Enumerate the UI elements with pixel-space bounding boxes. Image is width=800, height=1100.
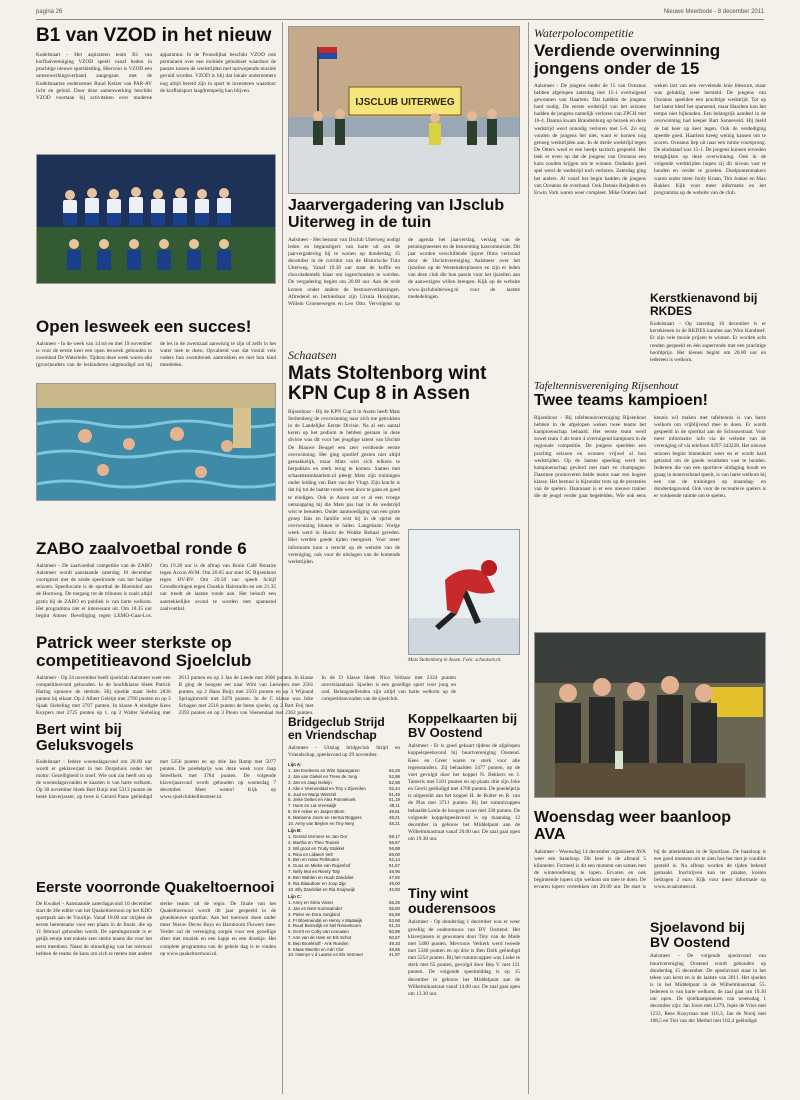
column-divider (282, 22, 283, 1094)
article-title: Eerste voorronde Quakeltoernooi (36, 879, 275, 896)
article-tafeltennis (534, 380, 766, 631)
article-title: Tiny wint ouderensoos (408, 885, 496, 916)
result-pair: 6. Jeike Deltes en Alex Ponnekoek (288, 797, 356, 803)
result-score: 55,58 (389, 911, 400, 917)
ijsclub-banner: IJSCLUB UITERWEG (355, 97, 455, 108)
result-pair: 7. Hans en Lia Vreeswijk (288, 803, 337, 809)
article-schaatsen (288, 348, 520, 709)
article-body: Kudelstaart - Op zaterdag 10 december is er kerstkienen in de RKDES kantine aan Wim Kandreef. Er zijn vele mooie prijzen te winnen. Er worden acht ronden gespeeld en één superronde met een prachtige hoofdprijs. Het kienen begint om 20.00 uur en iedereen is welkom. (650, 321, 766, 363)
vzod-team-photo (36, 154, 276, 284)
results-group-heading: Lijn B: (288, 828, 302, 834)
result-score: 48,81 (389, 808, 400, 814)
result-pair: 3. Jan en Jaap Geleijn (288, 779, 332, 785)
article-body: Rijsenhout - Bij tafeltennisvereniging Rijsenhout hebben in de afgelopen weken twee teams het kampioenschap behaald. Het eerste team werd zowel team 1 als team 4 overtuigend kampioen in de regionale competitie. De jongens speelden een prachtig seizoen en wonnen vrijwel al hun wedstrijden. Op de laatste speeldag werd het kampioenschap gevierd met taart en champagne. Daarmee promoveren beide teams naar een hogere klasse. Het bestuur is bijzonder trots op de prestaties van de spelers. Daarnaast is er een nieuwe trainer die de jeugd verder gaat begeleiden. Wie ook eens kennis wil maken met tafeltennis is van harte welkom om vrijblijvend mee te doen. Er wordt gespeeld in de sporthal aan de Schouwstraat. Voor meer informatie: info via de website van de vereniging of via telefoon 0297-343228. Het nieuwe seizoen begint binnenkort weer en er wordt hard getraind om de goede resultaten vast te houden. Iedereen die van een sportieve uitdaging houdt en graag in teamverband speelt, is van harte welkom bij een van de trainingen op maandag- en donderdagavond. Ook voor de recreatieve spelers is er voldoende ruimte om te spelen. (534, 414, 766, 500)
result-pair: 3. Pieter en Dora Jongkind (288, 911, 340, 917)
skater-photo (408, 529, 520, 655)
article-body: Aalsmeer - De zaalvoetbal competitie van de ZABO Aalsmeer wordt aanstaande zaterdag 10 december voortgezet met de zesde speelronde van het huidige seizoen. Speellocatie is de sporthal de Bloemhof aan de Hornweg. De toegang tot de tribunes is zoals altijd gratis bij de ZABO en publiek is van harte welkom. Het programma ziet er interessant uit. Om 18.35 uur begint Amsec Beveiliging tegen LEMO-Gaat-Los. Om 19.20 uur is de aftrap van Bruin Café Bonaire tegen Accon AVM. Om 20.05 uur start SC Rijsenhout tegen HV-BV. Om 20.50 uur speelt Schijf Grondboringen tegen Choekis Hairstudio en om 21.35 uur treedt de laatste ronde aan. Het belooft een aantrekkelijke avond te worden met spannend zaalvoetbal. (36, 562, 276, 619)
article-body: Aalsmeer - Op 24 november heeft sjoelclub Aalsmeer weer een competitieavond gehouden. In de hoofdklasse bleek Patrick Haring opnieuw de sterkste. Hij sjoelde maar liefst 2836 punten bij elkaar. Op 2 Albert Geleijn met 2760 punten en op 3 Sjaak Siebeling met 2707 punten. In klasse A eindigde Kees Kuypers met 2725 punten op 1, op 2 Walter Siebeling met 2613 punten en op 3 Jan de Leede met 2606 punten. In klasse B ging de hoogste eer naar Wim van Leeuwen met 2561 punten, op 2 Hans Buijs met 2503 punten en op 3 Wijnand Springintveld met 2470 punten. In de C klasse was Joke Schagen met 2516 punten de beste sjoeler, op 2 Bart Feij met 2393 punten en op 3 Pleun van Veenendaal met 2362 punten. In de D klasse bleek Nico Verbaar met 2324 punten onverslaanbaar. Sjoelen is een gezellige sport voor jong en oud. Belangstellenden zijn altijd van harte welkom op de competitieavonden van de sjoelclub. (36, 674, 456, 717)
article-title: Verdiende overwinning jongens onder de 15 (534, 41, 721, 78)
result-pair: 5. Ben en Hans Pellmuten (288, 857, 340, 863)
result-score: 56,67 (389, 840, 400, 846)
article-title: Woensdag weer baanloop AVA (534, 809, 732, 843)
result-score: 49,33 (389, 940, 400, 946)
swimming-pool-photo (36, 383, 276, 501)
result-score: 55,80 (389, 905, 400, 911)
result-pair: 8. Ben Wahlen en Huub Zandvliet (288, 874, 354, 880)
result-score: 41,97 (389, 952, 400, 958)
article-bert (36, 722, 276, 855)
article-title: Kerstkienavond bij RKDES (650, 291, 758, 318)
result-pair: 10. Anny van Beyten en Tiny Nenj (288, 820, 354, 826)
results-list-c (288, 900, 400, 958)
results-list-a (288, 768, 400, 826)
result-score: 52,98 (389, 774, 400, 780)
tafeltennis-photo (534, 632, 766, 798)
result-score: 52,44 (389, 785, 400, 791)
article-title: Bert wint bij Geluksvogels (36, 721, 134, 754)
result-score: 56,25 (389, 900, 400, 906)
result-score: 49,11 (389, 803, 400, 809)
bridge-results (288, 762, 400, 958)
result-score: 51,19 (389, 797, 400, 803)
result-pair: 9. Marianne Joore en Herma Reggers (288, 814, 362, 820)
result-score: 45,00 (389, 880, 400, 886)
article-body: Aalsmeer - De volgende sjoelavond van buurtvereniging Oostend wordt gehouden op donderdag 15 december. De speelavond staat in het teken van kerst en is de laatste van 2011. Het sjoelen is in het Middelpunt in de Wilhelminastraat 55. Iedereen is van harte welkom, de zaal gaat om 19.30 uur open. De sjoelkampioenen van woensdag 1 december zijn: Jan Joore met 1279, Jopie de Vries met 1233, Rees Kooyman met 116,3, Jan de Nooij met 108,5 en Tini van der Merbel met 102,4 geëindigd. (650, 953, 766, 1024)
result-score: 47,92 (389, 874, 400, 880)
article-title: Koppelkaarten bij BV Oostend (408, 711, 518, 740)
result-pair: 10. Elly Zandvliet en Ria Kruijswijk (288, 886, 355, 892)
page-number: pagina 26 (36, 9, 63, 15)
result-score: 62,26 (389, 768, 400, 774)
result-row (288, 821, 400, 827)
column-divider (528, 22, 529, 1094)
result-score: 52,98 (389, 779, 400, 785)
result-score: 50,89 (389, 929, 400, 935)
result-score: 55,00 (389, 851, 400, 857)
article-quakel (36, 880, 276, 1087)
result-pair: 4. Alie v Veenendaal en Tiny v Zijverden (288, 785, 366, 791)
photo-caption: Mats Stoltenborg in Assen. Foto: schaatsen.nl. (408, 657, 502, 663)
result-pair: 6. Guus en Mieke van Ruijenhof (288, 863, 351, 869)
result-pair: 9. Ria Blaauboer en Joop Zijp (288, 880, 346, 886)
article-ijsclub (288, 198, 520, 347)
article-kicker: Waterpolocompetitie (534, 26, 634, 40)
article-kicker: Tafeltennisvereniging Rijsenhout (534, 380, 679, 392)
result-pair: 5. Juul en Marja Wentzel (288, 791, 337, 797)
team-photo-graphic (37, 155, 276, 284)
tafeltennis-photo-graphic (535, 633, 766, 798)
article-open-lesweek (36, 318, 276, 501)
article-title: ZABO zaalvoetbal ronde 6 (36, 539, 247, 558)
result-score: 48,96 (389, 869, 400, 875)
article-body: Aalsmeer - Uitslag bridgeclub Strijd en Vriendschap, speelavond op 29 november. (288, 745, 400, 759)
article-title: Mats Stoltenborg wint KPN Cup 8 in Assen (288, 363, 487, 404)
article-zabo (36, 540, 276, 633)
results-group-heading: Lijn C: (288, 894, 302, 900)
skater-photo-graphic (409, 530, 520, 655)
result-pair: 2. Jan van Giekel en Trees de Jong (288, 774, 358, 780)
article-body: Aalsmeer - In de week van 14 tot en met 19 november is voor de eerste keer een open lesweek gehouden in zwembad De Waterlelie. Tijdens deze week waren alle (groot)ouders van de leskinderen uitgenodigd om bij de les in de zwemzaal aanwezig te zijn of zelfs in het water mee te doen. Opvallend was dat vooral vele vaders hun zwembroek aantrokken en met hun kind meededen. (36, 340, 276, 369)
article-body: Aalsmeer - Het bestuur van IJsclub Uiterweg nodigt leden en begunstigers van harte uit om de jaarvergadering bij te wonen op donderdag 15 december in de corridor van de Historische Tuin Uiterweg. Vanaf 19.30 uur staat de koffie en chocolademelk klaar om ingeschonken te worden. De vergadering begint om 20.00 uur. Aan de orde komen onder andere de bestuursverkiezingen. Aftredend en herkiesbaar zijn Ursula Hooijman, Willem Groenewegen en Leo Otto. Vervolgens op de agenda het jaarverslag, verslag van de penningmeester en de benoeming kascommissie. Dit jaar worden verschillende ijspret films vertoond door de IJsclubvereniging Aalsmeer over het ijszeilen op de Westeinderplassen en zijn er leden van deze club die hun passie voor het ijszeilen aan de aanwezigen willen brengen. Kijk op de website www.ijsclubuiterweg.nl voor de laatste mededelingen. (288, 236, 520, 307)
result-score: 59,17 (389, 834, 400, 840)
result-score: 48,66 (389, 946, 400, 952)
result-pair: 1. Anny en Sima Visser (288, 900, 334, 906)
result-pair: 3. Wil groot en Trudy Stokkel (288, 845, 345, 851)
result-score: 52,68 (389, 917, 400, 923)
result-score: 48,21 (389, 820, 400, 826)
result-score: 51,49 (389, 791, 400, 797)
article-body: Aalsmeer - Er is goed gekaart tijdens de afgelopen koppelspeelavond bij buurtvereniging Oostend. Kees en Greet waren te sterk voor alle tegenstanders. Zij behaalden 5477 punten, op de voet gevolgd door het koppel N. Bekkers en J. Tameris met 5181 punten en op plaats drie zijn Joke en Gerrit geëindigd met 4768 punten. De poedelprijs is uitgereikt aan het koppel H. de Ruiter en R. van de Plas met 3711 punten. Bij het rummicuppen behaalde Lenie de hoogste score met 330 punten. De volgende koppelspeelavond is op maandag 12 december in gebouw het Middelpunt aan de Wilhelminastraat vanaf 20.00 uur. De zaal gaat open om 19.30 uur. (408, 743, 520, 843)
result-pair: 8. Gré Anker en Jasper Blom (288, 808, 345, 814)
ijsclub-photo-graphic (289, 27, 520, 194)
page-header (36, 6, 764, 18)
result-pair: 7. Ann van de Ham en Els Schot (288, 935, 352, 941)
article-sjoelavond (650, 920, 766, 1083)
result-pair: 1. Jan Eveleens en Wim Spaargaren (288, 768, 360, 774)
header-rule (36, 19, 764, 20)
result-pair: 8. Bep Broekhoff - Ank Roeden (288, 940, 349, 946)
result-score: 42,50 (389, 886, 400, 892)
pool-photo-graphic (37, 384, 276, 501)
article-title: Jaarvergadering van IJsclub Uiterweg in de tuin (288, 197, 505, 231)
article-title: Sjoelavond bij BV Oostend (650, 919, 745, 950)
result-pair: 6. Gerrit en Coby van Leeuwen (288, 929, 349, 935)
result-pair: 5. Ruud Beinsdijk en Nel Reseekoorn (288, 923, 361, 929)
results-group-heading: Lijn A: (288, 762, 302, 768)
article-title: Bridgeclub Strijd en Vriendschap (288, 715, 385, 742)
article-title: Open lesweek een succes! (36, 317, 252, 336)
article-body: Aalsmeer - Woensdag 14 december organiseert AVA weer een baanloop. Dit keer is de afstand 5 kilometer. Formeel is dit een moment om samen met de winteroefening te lopen. Ervaren en ook beginnende lopers zijn welkom om mee te doen. De ervaren lopers vertrekken om 20.00 uur. De start is bij de atletiekbaan in de Sportlaan. De baanloop is een goed moment om te zien hoe het met je conditie gesteld is. Na afloop worden de tijden bekend gemaakt. Inschrijven kan ter plaatse, kosten bedragen 2 euro. Kijk voor meer informatie op www.avaalsmeer.nl. (534, 848, 766, 891)
result-pair: 2. Martha en Theo Teunen (288, 840, 340, 846)
results-list-b (288, 834, 400, 892)
result-pair: 4. Fr Bloemendal en Henry v Maatwijk (288, 917, 363, 923)
article-tiny (408, 886, 520, 1069)
result-score: 51,34 (389, 923, 400, 929)
article-body: Kudelstaart - Het aspiranten team B1 van korfbalvereniging VZOD speelt vanaf heden in prachtige nieuwe sportkleding. Hiervoor is VZOD een samenwerkingsverband aangegaan met de Kudelstaartse ondernemer Ruud Keizer van PAR-AV licht en geluid. Door deze samenwerking beschikt VZOD voortaan bij activiteiten over moderne apparatuur. In de Proosdijhal beschikt VZOD ook permanent over een mobiele geluidsset waardoor de pauzes tussen de wedstrijden met opzwepende muziek gevuld worden. VZOD is blij dat lokale ondernemers nog altijd bereid zijn in sport te investeren waardoor de korfbalsport laagdrempelig kan blijven. (36, 51, 276, 101)
result-pair: 10. Hannyv v d Laarse en Els Vermeer (288, 952, 364, 958)
result-pair: 1. Gerard Vermeer en Jan Oor (288, 834, 348, 840)
result-score: 48,21 (389, 814, 400, 820)
article-waterpolo (534, 26, 766, 309)
result-pair: 7. Nelly Mol en Rienty Tolp (288, 869, 340, 875)
article-body: Aalsmeer - Op donderdag 1 december was er weer gezellig de ouderensoos van BV Oostend. Het klaverjassen is gewonnen door Tiny van de Made met 5460 punten. Mevrouw Verkerk werd tweede met 5340 punten en op drie is Ben Dolk geëindigd met 5254 punten. Bij het rummicuppen was Lieke te sterk met 65 punten, gevolgd door Bep V. met 121 punten. De volgende speelmiddag is op 15 december in gebouw het Middelpunt aan de Wilhelminastraat vanaf 14.00 uur. De zaal gaat open om 13.30 uur. (408, 919, 520, 997)
result-score: 50,67 (389, 935, 400, 941)
article-bridge (288, 716, 400, 958)
result-pair: 9. Klaas Meertin en Adri Clor (288, 946, 344, 952)
article-rkdes (650, 292, 766, 383)
article-vzod (36, 26, 276, 284)
publication-date: Nieuwe Meerbode - 8 december 2011 (663, 9, 764, 15)
result-pair: 4. Rina en Lidwien Velt (288, 851, 333, 857)
article-body: Kudelstaart - Iedere woensdagavond om 20.00 uur wordt er geklaverjast in het Dorpshuis onder het motto: Gezelligheid is troef. Wie ook zin heeft om op de woensdagavonden te kaarten is van harte welkom. Op 30 november bleek Bert Buijs met 5313 punten de beste klaverjasser, op twee is Gerard Pauw geëindigd met 5256 punten en op drie Jan Ramp met 5077 punten. De poedelprijs was deze week voor Jaap Streefkerk met 3784 punten. De volgende klaverjasavond wordt gehouden op woensdag 7 december. Meer weten? Kijk op www.sjoelclubkelliesmeer.nl. (36, 758, 276, 801)
article-title: Patrick weer sterkste op competitieavond Sjoelclub (36, 633, 252, 670)
result-score: 56,88 (389, 845, 400, 851)
result-row (288, 887, 400, 893)
article-title: Twee teams kampioen! (534, 392, 708, 409)
result-row (288, 952, 400, 958)
ijsclub-photo (288, 26, 520, 194)
article-body: Rijsenhout - Bij de KPN Cup 8 in Assen heeft Mats Stoltenborg de overwinning naar zich toe getrokken in de Landelijke Eerste Divisie. Na al een aantal keren op het podium te hebben gestaan in deze divisie was dit voor het jeugdige talent van IJsclub De Blauwe Beugel een zeer verdiende eerste overwinning. Het ging sportief gezien niet altijd gemakkelijk, maar Mats wist zich telkens te herpakken en sterk terug te komen. Samen met schaatsteamhaarlem.nl pleegt Mats zijn trainingen onder leiding van Bart van der Vlugt. Zijn kracht is dat hij tot de laatste ronde weet door te gaan en goed te eindigen. Ook in Assen zat er al een vroege ontsnapping bij die Mats pas laat in de wedstrijd wist te benutten. Onder aanmoediging van een grote groep fans en familie wist hij in de sprint de overwinning binnen te halen. Langebaan: Vorige week werd in Hoorn de Wokke Bokaal gereden. Hier werden goede tijden neergezet. Voor meer informatie kunt u terecht op de website van de vereniging, ook voor de uitslagen van de komende wedstrijden. (288, 408, 400, 565)
result-pair: 2. Jan en Nien Korenwinder (288, 905, 343, 911)
result-score: 52,14 (389, 857, 400, 863)
article-body: De Kwakel - Aanstaande zaterdagavond 10 december start de 26e editie van het Quakeltoernooi op het KDO sportpark aan de Vuurlijn. Vanaf 18.00 uur strijden de eerste herenteams voor een plaats in de finale, die op 11 februari gehouden wordt. De openingsronde is er gelijk eentje met enkele zeer sterke teams die voor het eerst meedoen. Naast de uitnodiging van het toernooi hebben de teams de kans om zich te meten met andere sterke teams uit de regio. De finale van het Quakeltoernooi wordt dit jaar gespeeld in de gloednieuwe sporthal. Aan het toernooi doen onder meer Nieuw Decos Boys en Barnhoorn Flowers mee. Verder zal de vereniging zorgen voor een gezellige sfeer met muziek en een hapje en een drankje. Het complete programma van de gehele dag is te vinden op www.quakeltoernooi.nl. (36, 900, 276, 957)
article-body: Aalsmeer - De jongens onder de 15 van Oceanus hebben afgelopen zaterdag met 15-1 overtuigend gewonnen van Haarlem. Dat hadden de jongens hard nodig. De eerste wedstrijd van het seizoen hadden de jongens namelijk verloren van ZPCH met 16-4. Daarna kwam Brandenburg op bezoek en deze wedstrijd werd onnodig verloren met 5-6. Zo erg vonden de jongens het niet, want er komen nog genoeg wedstrijden aan. In de derde wedstrijd tegen De Otters werd er een beetje tactisch gespeeld. Het leek er even op dat de jongens van Oceanus een kans zouden krijgen om te winnen. Ondanks goed spel werd de wedstrijd toch verloren. Zaterdag ging het anders. Al vanaf het begin hadden de jongens van Oceanus de overhand. Ook Dennis Reijnders en Erwin Vork waren weer compleet. Mike Oomen had weken last van een vervelende knie blessure, maar was gelukkig weer hersteld. De jongens van Oceanus speelden een prachtige wedstrijd. Tot op het laatst bleef het spannend, maar Haarlem kon het tempo niet bijhouden. Een belangrijk aandeel in de overwinning had keeper Bart Sonneveld. Hij hield de bal keer op keer tegen. Ook de verdediging speelde goed. Haarlem kreeg weinig kansen om te scoren. Oceanus liep uit naar een ruime voorsprong. De eindstand was 15-1. De jongens kunnen tevreden terugkijken op deze overwinning. Ook in de volgende wedstrijden hopen zij dit niveau vast te houden en verder te groeien. Doelpuntenmakers waren onder meer Jordy Kraan, Tim Jonker en Max Bakker. Kijk voor meer informatie en het programma op de website van de club. (534, 82, 766, 196)
article-title: B1 van VZOD in het nieuw (36, 25, 272, 46)
article-kicker: Schaatsen (288, 348, 337, 362)
result-score: 51,67 (389, 863, 400, 869)
article-koppel (408, 712, 520, 871)
